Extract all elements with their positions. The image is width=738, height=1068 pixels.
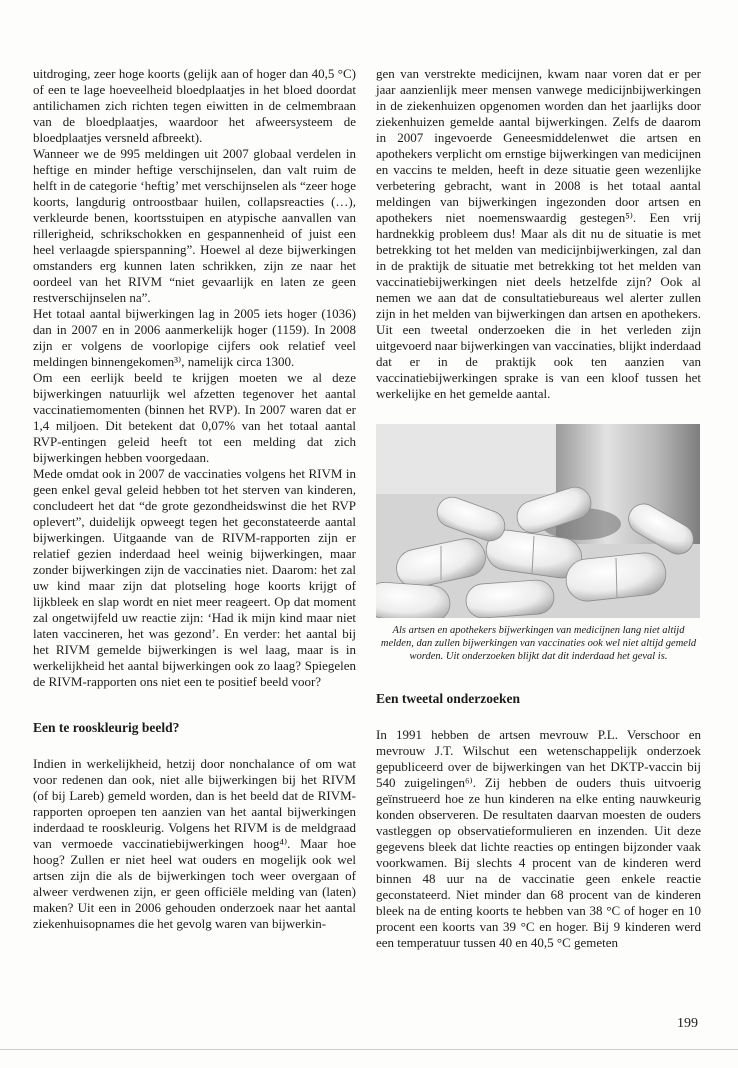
- body-paragraph: Om een eerlijk beeld te krijgen moeten we al deze bijwerkingen natuurlijk wel afzetten tegenover het aantal vaccinatiemomenten (binnen het RVP). In 2007 waren dat er 1,4 miljoen. Dit betekent dat 0,07% van het totaal aantal RVP-entingen geleid heeft tot een melding dat zich bijwerkingen hebben voorgedaan.: [33, 370, 356, 465]
- right-column: [376, 66, 701, 951]
- section-heading: Een tweetal onderzoeken: [376, 691, 520, 706]
- pills-photo: [376, 424, 700, 618]
- body-paragraph: gen van verstrekte medicijnen, kwam naar voren dat er per jaar aanzienlijk meer mensen vanwege medicijnbijwerkingen in de ziekenhuizen opgenomen worden dan het jaarlijks door ziekenhuizen gemelde aantal bijwerkingen. Zelfs de daarom in 2007 ingevoerde Geneesmiddelenwet die artsen en apothekers verplicht om ernstige bijwerkingen van medicijnen en vaccins te melden, heeft in deze situatie geen wezenlijke verbetering gebracht, want in 2008 is het totaal aantal meldingen van bijwerkingen ingezonden door artsen en apothekers niet noemenswaardig gestegen⁵⁾. Een vrij hardnekkig probleem dus! Maar als dit nu de situatie is met betrekking tot het melden van medicijnbijwerkingen, zal dan in de praktijk de situatie met betrekking tot het melden van vaccinatiebijwerkingen niet deels hetzelfde zijn? Ook al nemen we aan dat de consultatiebureaus wel alerter zullen zijn in het melden van bijwerkingen dan artsen en apothekers. Uit een tweetal onderzoeken die in het verleden zijn uitgevoerd naar bijwerkingen van vaccinaties, blijkt inderdaad dat er in de praktijk ook ten aanzien van vaccinatiebijwerkingen sprake is van een kloof tussen het werkelijke en het gemelde aantal.: [376, 66, 701, 401]
- left-column: [33, 66, 356, 932]
- body-paragraph: Indien in werkelijkheid, hetzij door nonchalance of om wat voor redenen dan ook, niet alle bijwerkingen bij het RIVM (of bij Lareb) gemeld worden, dan is het beeld dat de RIVM-rapporten oproepen ten aanzien van het aantal bijwerkingen inderdaad te rooskleurig. Volgens het RIVM is de meldgraad van vermoede vaccinatiebijwerkingen hoog⁴⁾. Maar hoe hoog? Zullen er niet heel wat ouders en mogelijk ook wel artsen zijn die als de bijwerkingen toch weer overgaan of alweer verdwenen zijn, er geen officiële melding van (laten) maken? Uit een in 2006 gehouden onderzoek naar het aantal ziekenhuisopnames die het gevolg waren van bijwerkin-: [33, 756, 356, 931]
- pills-illustration: [376, 424, 700, 618]
- photo-caption: Als artsen en apothekers bijwerkingen van medicijnen lang niet altijd melden, dan zullen bijwerkingen van vaccinaties ook wel niet altijd gemeld worden. Uit onderzoeken blijkt dat dit inderdaad het geval is.: [380, 625, 697, 662]
- body-paragraph: Mede omdat ook in 2007 de vaccinaties volgens het RIVM in geen enkel geval geleid hebben tot het sterven van kinderen, concludeert het dat “de grote gezondheidswinst die het RVP oplevert”, duidelijk opweegt tegen het geconstateerde aantal bijwerkingen. Uitgaande van de RIVM-rapporten zijn er relatief gezien inderdaad heel weinig bijwerkingen, maar zonder bijwerkingen zijn de vaccinaties niet. Daarom: het zal uw kind maar zijn dat plotseling hoge koorts krijgt of lijkbleek en slap wordt en niet meer reageert. Op dat moment zal ongetwijfeld uw reactie zijn: ‘Had ik mijn kind maar niet laten vaccineren, het was gezond’. En verder: het aantal bij het RIVM gemelde bijwerkingen is wel laag, maar is in werkelijkheid het aantal bijwerkingen ook zo laag? Spiegelen de RIVM-rapporten ons niet een te positief beeld voor?: [33, 466, 356, 689]
- body-paragraph: uitdroging, zeer hoge koorts (gelijk aan of hoger dan 40,5 °C) of een te lage hoeveelheid bloedplaatjes in het bloed doordat antilichamen zich richten tegen eiwitten in de celmembraan van de bloedplaatjes, waardoor het afweersysteem de bloedplaatjes versneld afbreekt).: [33, 66, 356, 145]
- body-paragraph: Wanneer we de 995 meldingen uit 2007 globaal verdelen in heftige en minder heftige verschijnselen, dan valt ruim de helft in de categorie ‘heftig’ met verschijnselen als “zeer hoge koorts, langdurig ontroostbaar huilen, collapsreacties (…), verkleurde benen, koortsstuipen en atypische aanvallen van rillerigheid, schrikschokken en gespannenheid of juist een heel verlaagde spierspanning”. Hoewel al deze bijwerkingen omstanders erg kunnen laten schrikken, zijn ze naar het oordeel van het RIVM “niet gevaarlijk en laten ze geen restverschijnselen na”.: [33, 146, 356, 305]
- section-heading: Een te rooskleurig beeld?: [33, 720, 180, 735]
- page-number: 199: [677, 1016, 698, 1031]
- body-paragraph: In 1991 hebben de artsen mevrouw P.L. Verschoor en mevrouw J.T. Wilschut een wetenschappelijk onderzoek gepubliceerd over de bijwerkingen van het DKTP-vaccin bij 540 zuigelingen⁶⁾. Zij hebben de ouders thuis uitvoerig geïnstrueerd hoe ze hun kinderen na elke enting nauwkeurig konden observeren. De resultaten daarvan moesten de ouders vastleggen op observatieformulieren en inzenden. Uit deze gegevens bleek dat lichte reacties op entingen bijzonder vaak voorkwamen. Bij slechts 4 procent van de kinderen werd binnen 48 uur na de vaccinatie geen enkele reactie geconstateerd. Niet minder dan 68 procent van de kinderen bleek na de enting koorts te hebben van 38 °C of hoger en 10 procent een koorts van 39 °C en hoger. Bij 9 kinderen werd een temperatuur tussen 40 en 40,5 °C gemeten: [376, 727, 701, 950]
- body-paragraph: Het totaal aantal bijwerkingen lag in 2005 iets hoger (1036) dan in 2007 en in 2006 aanmerkelijk hoger (1159). In 2008 zijn er volgens de voorlopige cijfers ook relatief veel meldingen binnengekomen³⁾, namelijk circa 1300.: [33, 306, 356, 369]
- page-edge-divider: [0, 1049, 738, 1050]
